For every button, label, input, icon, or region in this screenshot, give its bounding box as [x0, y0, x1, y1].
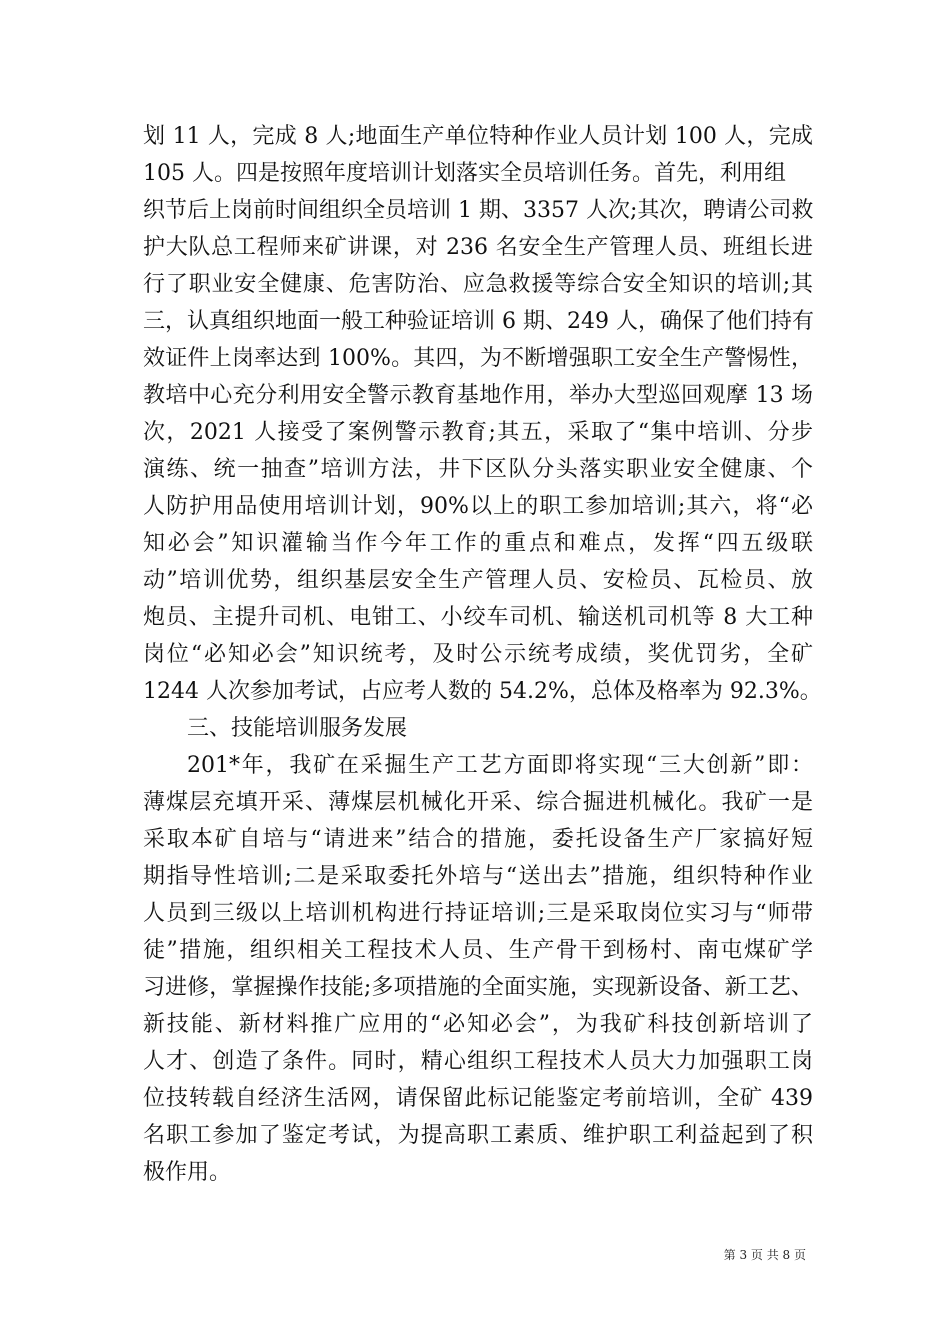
- text-line: 采取本矿自培与“请进来”结合的措施，委托设备生产厂家搞好短: [143, 827, 813, 852]
- text-line: 三，认真组织地面一般工种验证培训 6 期、249 人，确保了他们持有: [143, 309, 814, 334]
- text-line: 极作用。: [143, 1160, 232, 1185]
- text-line: 岗位“必知必会”知识统考，及时公示统考成绩，奖优罚劣，全矿: [143, 642, 813, 667]
- section-heading: 三、技能培训服务发展: [187, 716, 408, 741]
- text-line: 徒”措施，组织相关工程技术人员、生产骨干到杨村、南屯煤矿学: [143, 938, 813, 963]
- text-line: 位技转载自经济生活网，请保留此标记能鉴定考前培训，全矿 439: [143, 1086, 813, 1111]
- text-line: 护大队总工程师来矿讲课，对 236 名安全生产管理人员、班组长进: [143, 235, 813, 260]
- text-line: 薄煤层充填开采、薄煤层机械化开采、综合掘进机械化。我矿一是: [143, 790, 813, 815]
- text-line: 行了职业安全健康、危害防治、应急救援等综合安全知识的培训;其: [143, 272, 813, 297]
- text-line: 人员到三级以上培训机构进行持证培训;三是采取岗位实习与“师带: [143, 901, 813, 926]
- text-line: 名职工参加了鉴定考试，为提高职工素质、维护职工利益起到了积: [143, 1123, 813, 1148]
- text-line: 人才、创造了条件。同时，精心组织工程技术人员大力加强职工岗: [143, 1049, 813, 1074]
- document-body: [143, 118, 822, 1191]
- text-line: 效证件上岗率达到 100%。其四，为不断增强职工安全生产警惕性，: [143, 346, 813, 371]
- text-line: 1244 人次参加考试，占应考人数的 54.2%，总体及格率为 92.3%。: [143, 679, 822, 704]
- text-line: 人防护用品使用培训计划，90%以上的职工参加培训;其六，将“必: [143, 494, 813, 519]
- text-line: 织节后上岗前时间组织全员培训 1 期、3357 人次;其次，聘请公司救: [143, 198, 814, 223]
- text-line: 演练、统一抽查”培训方法，井下区队分头落实职业安全健康、个: [143, 457, 813, 482]
- text-line: 习进修，掌握操作技能;多项措施的全面实施，实现新设备、新工艺、: [143, 975, 813, 1000]
- text-line: 新技能、新材料推广应用的“必知必会”，为我矿科技创新培训了: [143, 1012, 813, 1037]
- text-line: 炮员、主提升司机、电钳工、小绞车司机、输送机司机等 8 大工种: [143, 605, 813, 630]
- text-line: 201*年，我矿在采掘生产工艺方面即将实现“三大创新”即：: [187, 753, 813, 778]
- text-line: 次，2021 人接受了案例警示教育;其五，采取了“集中培训、分步: [143, 420, 813, 445]
- page-number-footer: 第 3 页 共 8 页: [723, 1248, 806, 1262]
- text-line: 动”培训优势，组织基层安全生产管理人员、安检员、瓦检员、放: [143, 568, 813, 593]
- text-line: 期指导性培训;二是采取委托外培与“送出去”措施，组织特种作业: [143, 864, 813, 889]
- text-line: 知必会”知识灌输当作今年工作的重点和难点，发挥“四五级联: [143, 531, 813, 556]
- text-line: 划 11 人，完成 8 人;地面生产单位特种作业人员计划 100 人，完成: [143, 124, 813, 149]
- text-line: 105 人。四是按照年度培训计划落实全员培训任务。首先，利用组: [143, 161, 786, 186]
- text-line: 教培中心充分利用安全警示教育基地作用，举办大型巡回观摩 13 场: [143, 383, 813, 408]
